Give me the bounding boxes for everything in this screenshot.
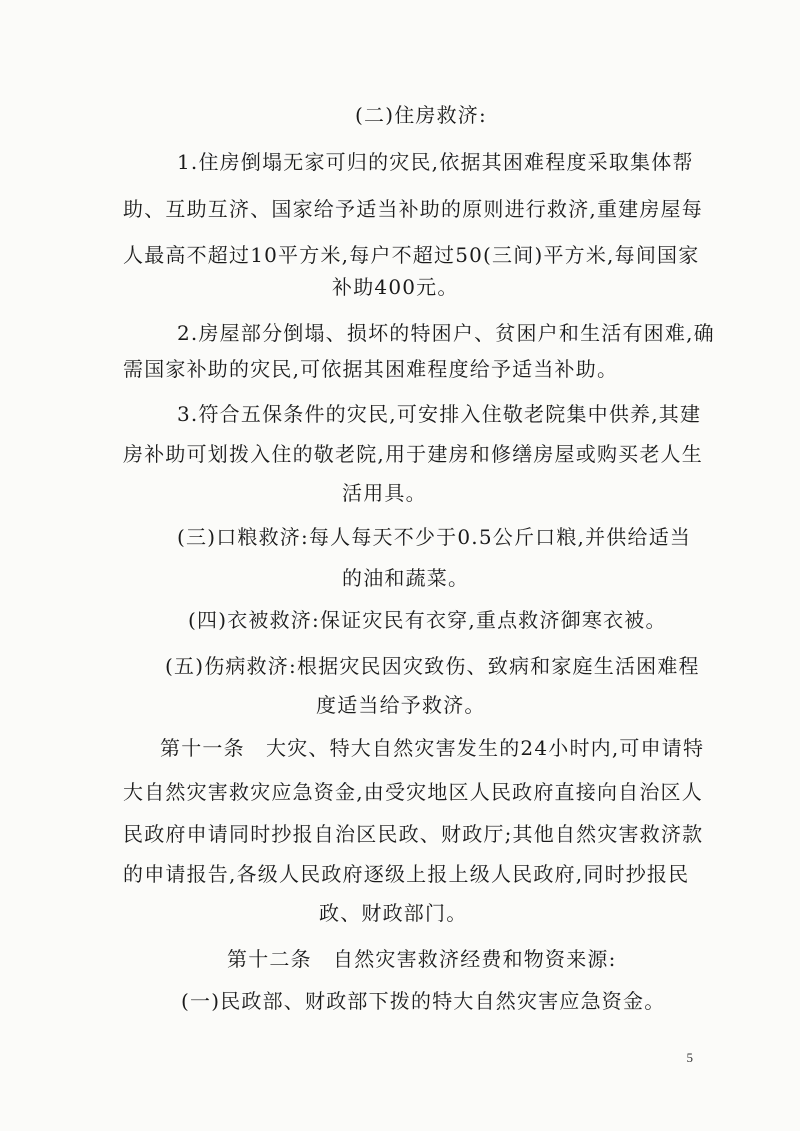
text-line-5: 补助400元。 bbox=[332, 275, 459, 299]
text-line-4: 人最高不超过10平方米,每户不超过50(三间)平方米,每间国家 bbox=[123, 243, 700, 267]
text-line-18: 民政府申请同时抄报自治区民政、财政厅;其他自然灾害救济款 bbox=[123, 822, 704, 846]
text-line-15: 度适当给予救济。 bbox=[316, 693, 486, 717]
page-number: 5 bbox=[686, 1050, 693, 1065]
text-line-11: (三)口粮救济:每人每天不少于0.5公斤口粮,并供给适当 bbox=[177, 525, 692, 549]
text-line-17: 大自然灾害救灾应急资金,由受灾地区人民政府直接向自治区人 bbox=[123, 780, 703, 804]
text-line-3: 助、互助互济、国家给予适当补助的原则进行救济,重建房屋每 bbox=[123, 197, 703, 221]
text-line-20: 政、财政部门。 bbox=[319, 901, 468, 925]
text-line-12: 的油和蔬菜。 bbox=[342, 566, 470, 590]
text-line-19: 的申请报告,各级人民政府逐级上报上级人民政府,同时抄报民 bbox=[123, 862, 690, 886]
text-line-8: 3.符合五保条件的灾民,可安排入住敬老院集中供养,其建 bbox=[177, 402, 702, 426]
text-line-9: 房补助可划拨入住的敬老院,用于建房和修缮房屋或购买老人生 bbox=[123, 442, 703, 466]
text-line-14: (五)伤病救济:根据灾民因灾致伤、致病和家庭生活困难程 bbox=[165, 654, 700, 678]
text-line-21: 第十二条 自然灾害救济经费和物资来源: bbox=[227, 947, 617, 971]
text-line-22: (一)民政部、财政部下拨的特大自然灾害应急资金。 bbox=[181, 989, 666, 1013]
text-line-7: 需国家补助的灾民,可依据其困难程度给予适当补助。 bbox=[123, 357, 619, 381]
text-line-10: 活用具。 bbox=[342, 481, 427, 505]
text-line-13: (四)衣被救济:保证灾民有衣穿,重点救济御寒衣被。 bbox=[188, 608, 667, 632]
text-line-6: 2.房屋部分倒塌、损坏的特困户、贫困户和生活有困难,确 bbox=[177, 321, 715, 345]
text-line-16: 第十一条 大灾、特大自然灾害发生的24小时内,可申请特 bbox=[160, 736, 705, 760]
text-line-2: 1.住房倒塌无家可归的灾民,依据其困难程度采取集体帮 bbox=[177, 150, 694, 174]
text-line-1: (二)住房救济: bbox=[355, 103, 487, 127]
